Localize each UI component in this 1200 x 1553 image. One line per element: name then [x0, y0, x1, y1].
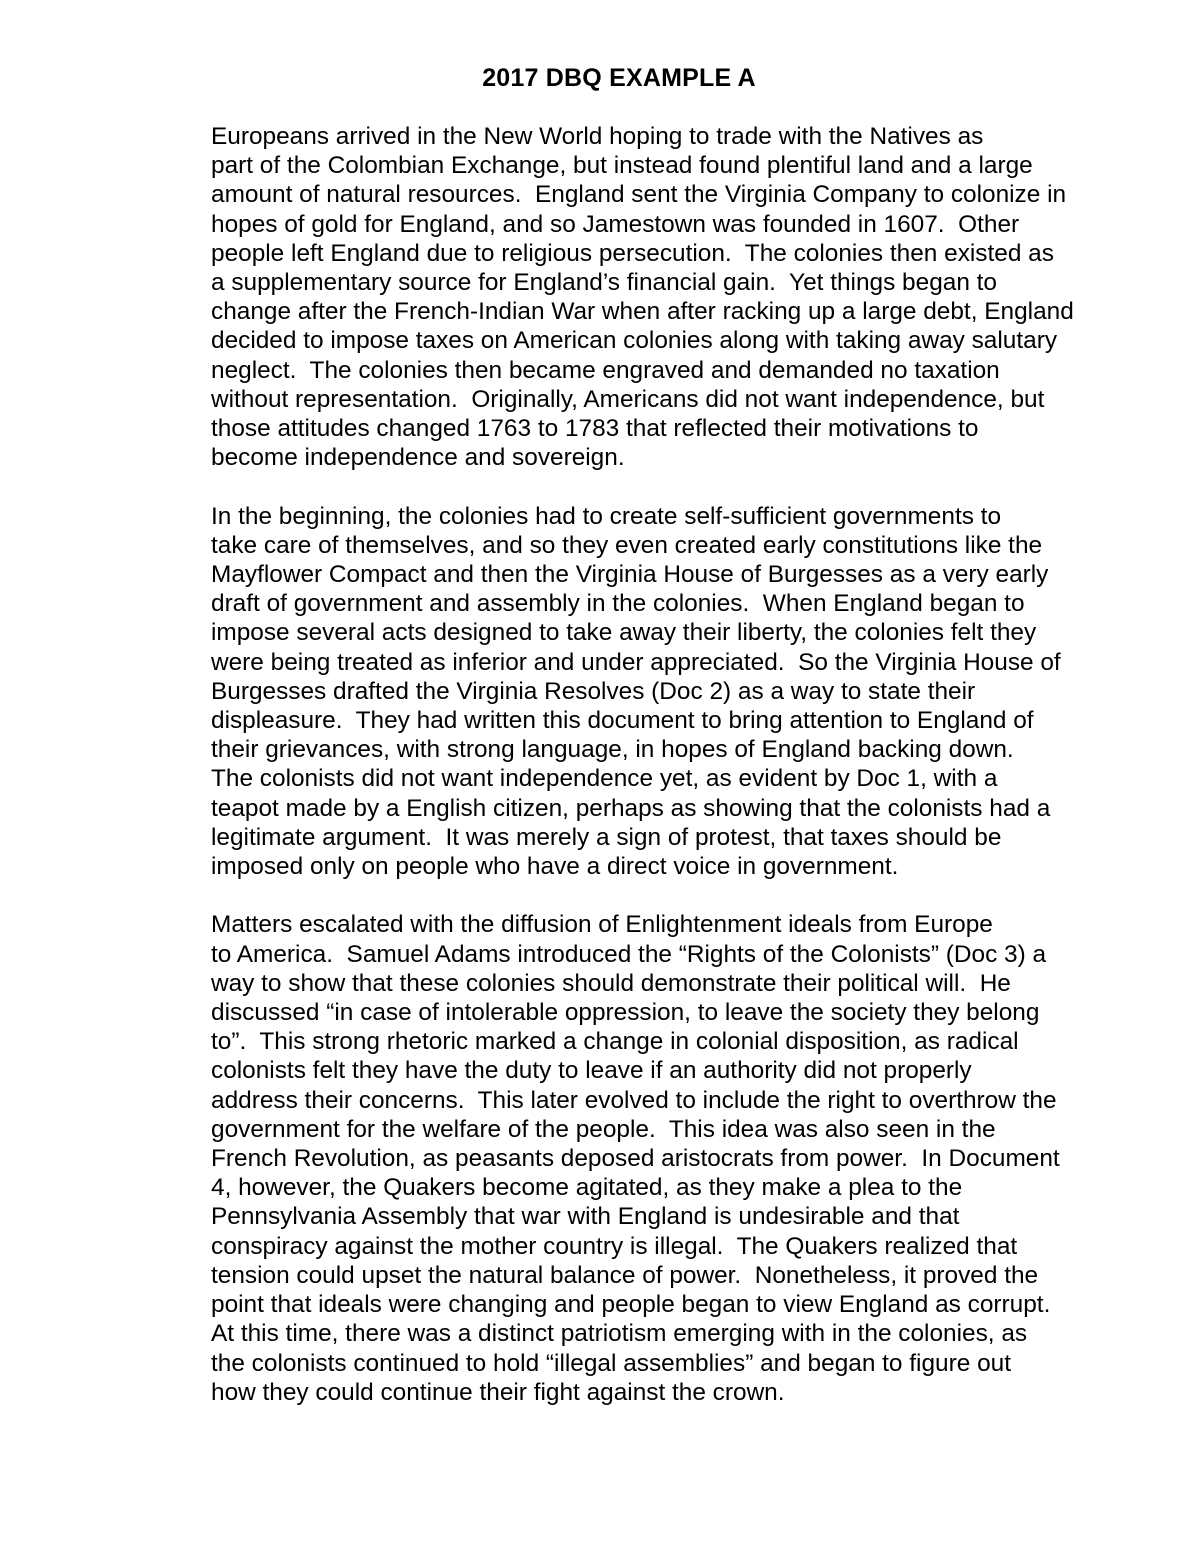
text-line: amount of natural resources. England sent the Virginia Company to colonize in [211, 181, 1067, 209]
text-line: Europeans arrived in the New World hoping to trade with the Natives as [211, 123, 984, 150]
text-line: those attitudes changed 1763 to 1783 that reflected their motivations to [211, 415, 979, 443]
text-line: to”. This strong rhetoric marked a change in colonial disposition, as radical [211, 1028, 1019, 1056]
text-line: Mayflower Compact and then the Virginia House of Burgesses as a very early [211, 561, 1049, 589]
text-line: imposed only on people who have a direct voice in government. [211, 853, 899, 881]
text-line: teapot made by a English citizen, perhaps as showing that the colonists had a [211, 794, 1051, 822]
paragraph-introduction [142, 122, 1074, 472]
text-line: discussed “in case of intolerable oppression, to leave the society they belong [211, 999, 1040, 1027]
text-line: hopes of gold for England, and so Jamestown was founded in 1607. Other [211, 210, 1020, 238]
text-line: impose several acts designed to take away their liberty, the colonies felt they [211, 619, 1037, 647]
text-line: to America. Samuel Adams introduced the “Rights of the Colonists” (Doc 3) a [211, 940, 1047, 968]
text-line: change after the French-Indian War when after racking up a large debt, England [211, 298, 1074, 326]
text-line: address their concerns. This later evolved to include the right to overthrow the [211, 1086, 1057, 1114]
text-line: tension could upset the natural balance of power. Nonetheless, it proved the [211, 1261, 1039, 1289]
text-line: their grievances, with strong language, in hopes of England backing down. [211, 736, 1014, 764]
text-line: without representation. Originally, Americans did not want independence, but [211, 385, 1045, 413]
text-line: people left England due to religious persecution. The colonies then existed as [211, 239, 1054, 267]
text-line: neglect. The colonies then became engraved and demanded no taxation [211, 356, 1000, 384]
text-line: draft of government and assembly in the colonies. When England began to [211, 590, 1025, 618]
document-title: 2017 DBQ EXAMPLE A [482, 64, 756, 92]
text-line: French Revolution, as peasants deposed aristocrats from power. In Document [211, 1145, 1060, 1173]
text-line: were being treated as inferior and under appreciated. So the Virginia House of [211, 648, 1061, 676]
text-line: conspiracy against the mother country is illegal. The Quakers realized that [211, 1232, 1018, 1260]
text-line: Pennsylvania Assembly that war with England is undesirable and that [211, 1203, 960, 1231]
paragraph-enlightenment [142, 910, 1067, 1406]
paragraph-colonial-governments [142, 502, 1067, 882]
text-line: take care of themselves, and so they even created early constitutions like the [211, 531, 1043, 559]
text-line: The colonists did not want independence yet, as evident by Doc 1, with a [211, 765, 998, 793]
text-line: displeasure. They had written this document to bring attention to England of [211, 707, 1034, 735]
text-line: Burgesses drafted the Virginia Resolves (Doc 2) as a way to state their [211, 677, 976, 705]
text-line: part of the Colombian Exchange, but instead found plentiful land and a large [211, 152, 1033, 180]
text-line: way to show that these colonies should demonstrate their political will. He [211, 969, 1011, 997]
text-line: decided to impose taxes on American colonies along with taking away salutary [211, 327, 1058, 355]
text-line: At this time, there was a distinct patriotism emerging with in the colonies, as [211, 1320, 1028, 1348]
text-line: the colonists continued to hold “illegal assemblies” and began to figure out [211, 1349, 1011, 1377]
essay-body [142, 122, 1074, 1407]
text-line: a supplementary source for England’s financial gain. Yet things began to [211, 269, 998, 297]
text-line: government for the welfare of the people. This idea was also seen in the [211, 1115, 996, 1143]
text-line: 4, however, the Quakers become agitated, as they make a plea to the [211, 1174, 963, 1202]
text-line: how they could continue their fight against the crown. [211, 1378, 785, 1406]
text-line: become independence and sovereign. [211, 444, 625, 472]
text-line: Matters escalated with the diffusion of Enlightenment ideals from Europe [211, 911, 993, 939]
text-line: colonists felt they have the duty to leave if an authority did not properly [211, 1057, 972, 1085]
text-line: legitimate argument. It was merely a sign of protest, that taxes should be [211, 823, 1002, 851]
text-line: In the beginning, the colonies had to create self-sufficient governments to [211, 502, 1002, 530]
text-line: point that ideals were changing and people began to view England as corrupt. [211, 1291, 1051, 1319]
